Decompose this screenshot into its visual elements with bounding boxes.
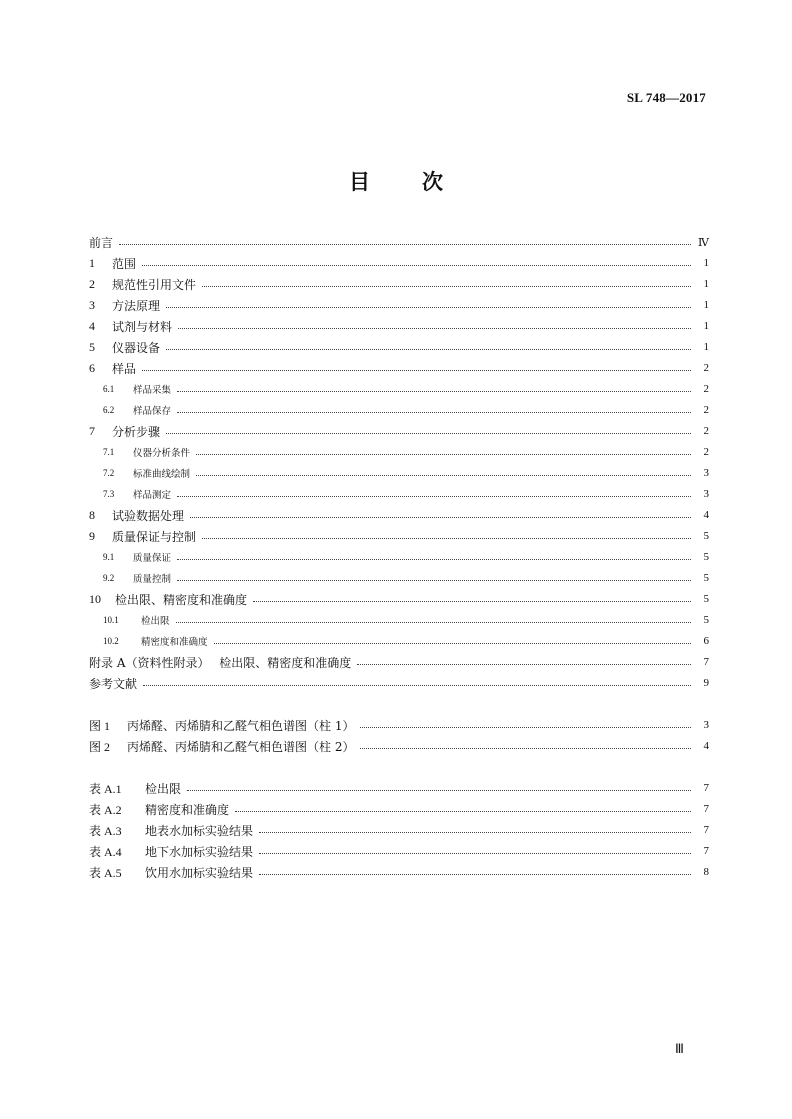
toc-number: 7.1	[103, 447, 115, 457]
toc-entry-3[interactable]	[89, 295, 709, 315]
table-number: 表 A.2	[89, 802, 122, 817]
toc-entry-10-2[interactable]	[89, 631, 709, 651]
toc-label: 质量保证	[133, 553, 172, 564]
toc-entry-4[interactable]	[89, 316, 709, 336]
toc-number: 7.3	[103, 489, 115, 499]
table-label: 精密度和准确度	[145, 802, 230, 817]
dot-leader	[253, 600, 691, 602]
toc-entry-7-3[interactable]	[89, 484, 709, 504]
toc-label: 样品	[112, 361, 137, 376]
title-char-1: 目	[349, 169, 370, 194]
dot-leader	[178, 327, 691, 329]
toc-page: 5	[703, 593, 709, 605]
toc-number: 9	[89, 528, 95, 543]
toc-label: 前言	[89, 235, 114, 250]
dot-leader	[357, 663, 691, 665]
toc-page: 7	[703, 824, 709, 836]
toc-number: 7	[89, 423, 95, 438]
toc-page: 8	[703, 866, 709, 878]
toc-page: 7	[703, 656, 709, 668]
toc-table-a3[interactable]	[89, 820, 709, 840]
toc-number: 6.2	[103, 405, 115, 415]
toc-label: 试剂与材料	[112, 319, 173, 334]
toc-figure-1[interactable]	[89, 715, 709, 735]
table-label: 检出限	[145, 781, 182, 796]
figure-number: 图 1	[89, 718, 111, 733]
toc-page: 1	[703, 278, 709, 290]
toc-label: 仪器分析条件	[133, 448, 191, 459]
figure-label: 丙烯醛、丙烯腈和乙醛气相色谱图（柱 2）	[127, 739, 355, 754]
toc-page: 2	[703, 446, 709, 458]
dot-leader	[187, 789, 691, 791]
toc-page: 2	[703, 383, 709, 395]
dot-leader	[214, 642, 691, 644]
toc-page: 7	[703, 782, 709, 794]
toc-page: 3	[703, 488, 709, 500]
toc-label: 规范性引用文件	[112, 277, 197, 292]
toc-page: 5	[703, 614, 709, 626]
title-char-2: 次	[422, 169, 443, 194]
toc-label: 样品采集	[133, 385, 172, 396]
toc-label: 检出限、精密度和准确度	[115, 592, 248, 607]
toc-page: 5	[703, 551, 709, 563]
toc-page: 9	[703, 677, 709, 689]
toc-entry-6-1[interactable]	[89, 379, 709, 399]
toc-label: 分析步骤	[112, 424, 161, 439]
toc-number: 9.1	[103, 552, 115, 562]
dot-leader	[259, 873, 691, 875]
toc-page: 1	[703, 257, 709, 269]
toc-number: 5	[89, 339, 95, 354]
toc-number: 7.2	[103, 468, 115, 478]
toc-entry-10[interactable]	[89, 589, 709, 609]
toc-label: 标准曲线绘制	[133, 469, 191, 480]
toc-label: 参考文献	[89, 676, 138, 691]
dot-leader	[166, 306, 691, 308]
toc-label: 附录 A（资料性附录） 检出限、精密度和准确度	[89, 655, 352, 670]
dot-leader	[166, 348, 691, 350]
document-code: SL 748—2017	[626, 90, 706, 105]
dot-leader	[119, 243, 691, 245]
toc-page: 7	[703, 845, 709, 857]
toc-entry-2[interactable]	[89, 274, 709, 294]
toc-entry-6-2[interactable]	[89, 400, 709, 420]
toc-page: 3	[703, 467, 709, 479]
toc-entry-6[interactable]	[89, 358, 709, 378]
toc-entry-1[interactable]	[89, 253, 709, 273]
toc-label: 样品测定	[133, 490, 172, 501]
table-number: 表 A.4	[89, 844, 122, 859]
toc-page: 2	[703, 404, 709, 416]
toc-table-a2[interactable]	[89, 799, 709, 819]
toc-page: 4	[703, 740, 709, 752]
dot-leader	[177, 558, 691, 560]
toc-entry-7[interactable]	[89, 421, 709, 441]
table-number: 表 A.1	[89, 781, 122, 796]
toc-page: 4	[703, 509, 709, 521]
toc-number: 4	[89, 318, 95, 333]
toc-entry-5[interactable]	[89, 337, 709, 357]
toc-entry-9-2[interactable]	[89, 568, 709, 588]
dot-leader	[176, 621, 691, 623]
page-number: Ⅲ	[675, 1041, 684, 1056]
toc-page: 2	[703, 362, 709, 374]
dot-leader	[177, 495, 691, 497]
toc-entry-appendix-a[interactable]	[89, 652, 709, 672]
toc-number: 10.1	[103, 615, 119, 625]
toc-page: 5	[703, 530, 709, 542]
dot-leader	[177, 579, 691, 581]
toc-page: 3	[703, 719, 709, 731]
dot-leader	[202, 285, 691, 287]
toc-page: 6	[703, 635, 709, 647]
toc-number: 6.1	[103, 384, 115, 394]
dot-leader	[202, 537, 691, 539]
toc-label: 试验数据处理	[112, 508, 185, 523]
dot-leader	[177, 390, 691, 392]
dot-leader	[190, 516, 691, 518]
toc-page: Ⅳ	[698, 236, 709, 249]
toc-entry-9[interactable]	[89, 526, 709, 546]
table-label: 地下水加标实验结果	[145, 844, 254, 859]
toc-table-a5[interactable]	[89, 862, 709, 882]
dot-leader	[235, 810, 691, 812]
figure-label: 丙烯醛、丙烯腈和乙醛气相色谱图（柱 1）	[127, 718, 355, 733]
table-number: 表 A.5	[89, 865, 122, 880]
toc-figure-2[interactable]	[89, 736, 709, 756]
toc-entry-7-1[interactable]	[89, 442, 709, 462]
toc-label: 质量控制	[133, 574, 172, 585]
toc-page: 1	[703, 320, 709, 332]
dot-leader	[142, 369, 691, 371]
toc-number: 10	[89, 591, 101, 606]
dot-leader	[143, 684, 691, 686]
toc-entry-7-2[interactable]	[89, 463, 709, 483]
toc-label: 样品保存	[133, 406, 172, 417]
table-number: 表 A.3	[89, 823, 122, 838]
toc-number: 2	[89, 276, 95, 291]
toc-number: 8	[89, 507, 95, 522]
dot-leader	[142, 264, 691, 266]
toc-label: 质量保证与控制	[112, 529, 197, 544]
toc-page: 2	[703, 425, 709, 437]
toc-page: 1	[703, 299, 709, 311]
toc-label: 精密度和准确度	[141, 637, 208, 648]
toc-label: 仪器设备	[112, 340, 161, 355]
toc-entry-references[interactable]	[89, 673, 709, 693]
page-title	[0, 166, 792, 196]
toc-page: 1	[703, 341, 709, 353]
toc-entry-foreword[interactable]	[89, 232, 709, 252]
figure-number: 图 2	[89, 739, 111, 754]
toc-table-a4[interactable]	[89, 841, 709, 861]
dot-leader	[196, 453, 691, 455]
dot-leader	[166, 432, 691, 434]
toc-table-a1[interactable]	[89, 778, 709, 798]
toc-label: 检出限	[141, 616, 170, 627]
toc-entry-10-1[interactable]	[89, 610, 709, 630]
dot-leader	[360, 747, 691, 749]
dot-leader	[360, 726, 691, 728]
dot-leader	[177, 411, 691, 413]
toc-label: 范围	[112, 256, 137, 271]
toc-entry-8[interactable]	[89, 505, 709, 525]
table-label: 地表水加标实验结果	[145, 823, 254, 838]
toc-number: 10.2	[103, 636, 119, 646]
dot-leader	[259, 852, 691, 854]
toc-number: 3	[89, 297, 95, 312]
dot-leader	[196, 474, 691, 476]
toc-page: 5	[703, 572, 709, 584]
dot-leader	[259, 831, 691, 833]
toc-number: 9.2	[103, 573, 115, 583]
table-label: 饮用水加标实验结果	[145, 865, 254, 880]
toc-label: 方法原理	[112, 298, 161, 313]
toc-number: 1	[89, 255, 95, 270]
toc-number: 6	[89, 360, 95, 375]
toc-entry-9-1[interactable]	[89, 547, 709, 567]
toc-page: 7	[703, 803, 709, 815]
